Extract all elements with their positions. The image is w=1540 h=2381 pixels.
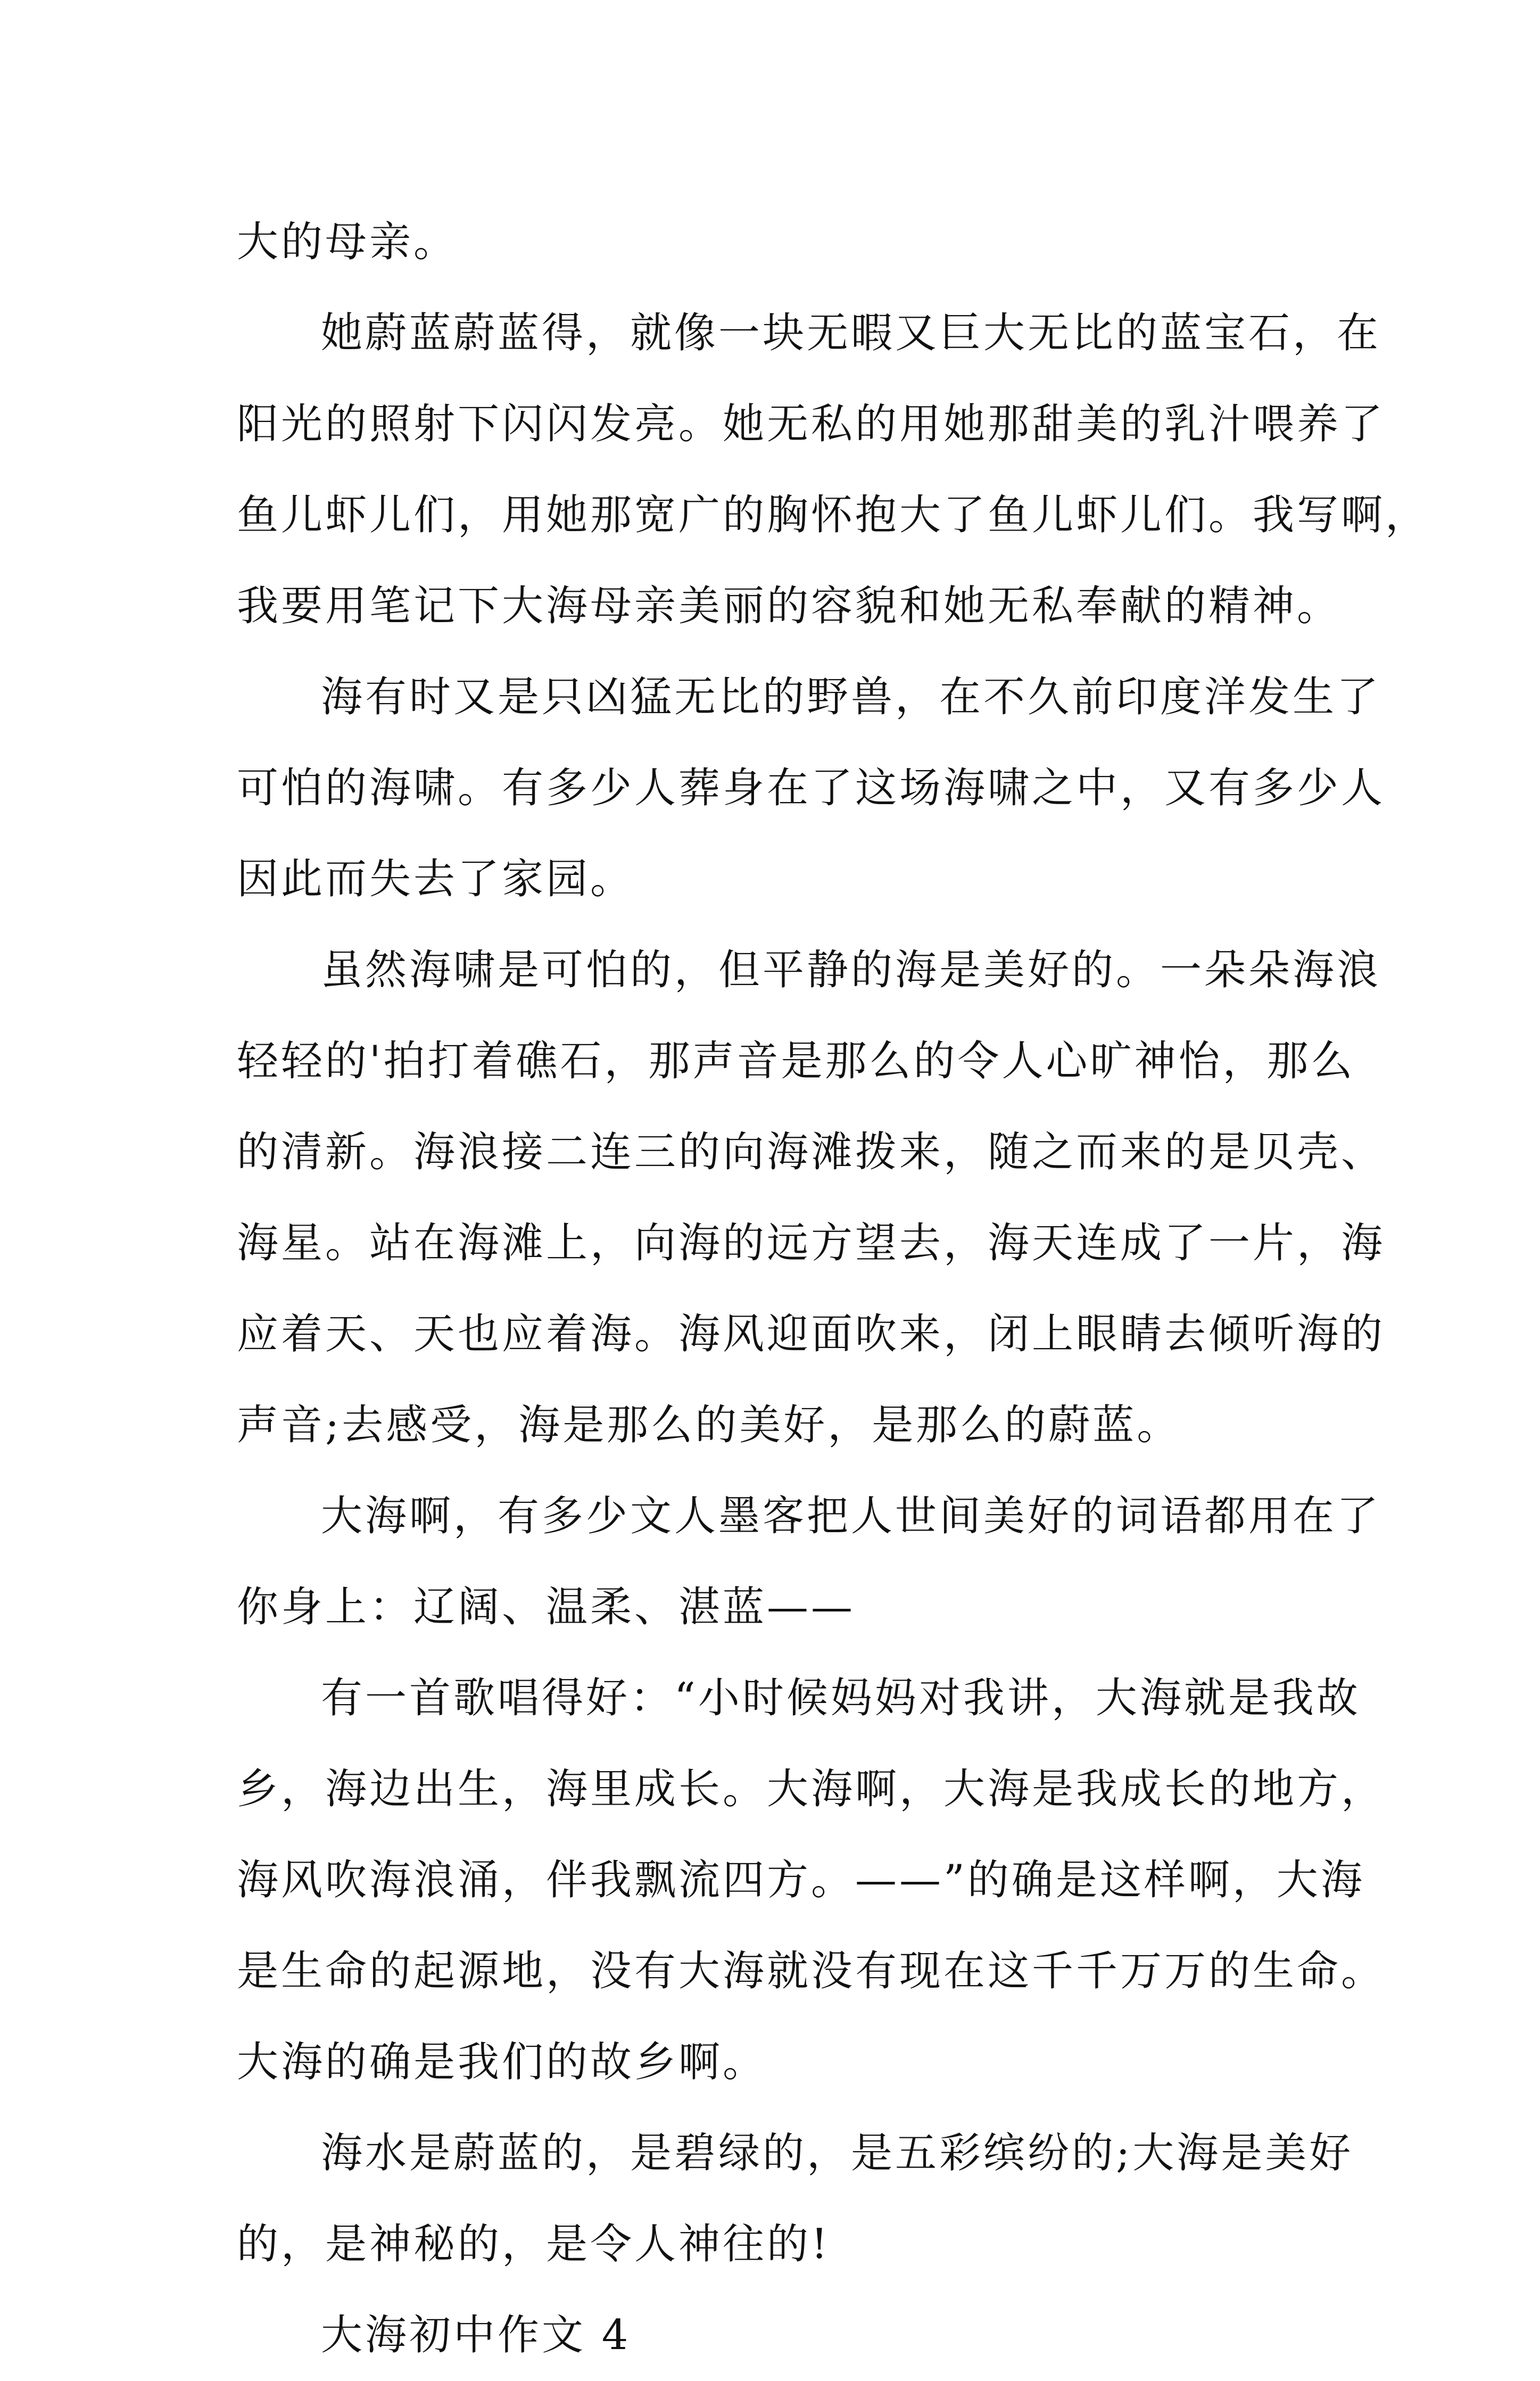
text-line: 海风吹海浪涌，伴我飘流四方。——”的确是这样啊，大海	[237, 1856, 1365, 1904]
text-line: 海星。站在海滩上，向海的远方望去，海天连成了一片，海	[237, 1219, 1386, 1267]
document-body	[237, 197, 1430, 2381]
text-line: 可怕的海啸。有多少人葬身在了这场海啸之中，又有多少人	[237, 764, 1386, 812]
text-line: 的清新。海浪接二连三的向海滩拨来，随之而来的是贝壳、	[237, 1128, 1386, 1176]
paragraph-start-line: 她蔚蓝蔚蓝得，就像一块无暇又巨大无比的蓝宝石，在	[321, 309, 1381, 357]
paragraph-start-line: 有一首歌唱得好：“小时候妈妈对我讲，大海就是我故	[321, 1674, 1361, 1722]
text-line: 阳光的照射下闪闪发亮。她无私的用她那甜美的乳汁喂养了	[237, 400, 1386, 448]
paragraph-start-line: 虽然海啸是可怕的，但平静的海是美好的。一朵朵海浪	[321, 946, 1381, 994]
paragraph-start-line: 海水是蔚蓝的，是碧绿的，是五彩缤纷的;大海是美好	[321, 2129, 1354, 2177]
text-line: 应着天、天也应着海。海风迎面吹来，闭上眼睛去倾听海的	[237, 1310, 1386, 1358]
text-line: 大的母亲。	[237, 218, 458, 266]
text-line: 乡，海边出生，海里成长。大海啊，大海是我成长的地方，	[237, 1765, 1386, 1813]
text-line: 声音;去感受，海是那么的美好，是那么的蔚蓝。	[237, 1401, 1181, 1449]
text-line: 我要用笔记下大海母亲美丽的容貌和她无私奉献的精神。	[237, 582, 1342, 630]
text-line: 的，是神秘的，是令人神往的!	[237, 2220, 831, 2268]
text-line: 鱼儿虾儿们，用她那宽广的胸怀抱大了鱼儿虾儿们。我写啊，	[237, 491, 1430, 539]
text-line: 是生命的起源地，没有大海就没有现在这千千万万的生命。	[237, 1947, 1386, 1995]
paragraph-start-line: 海有时又是只凶猛无比的野兽，在不久前印度洋发生了	[321, 673, 1381, 721]
paragraph-start-line: 大海啊，有多少文人墨客把人世间美好的词语都用在了	[321, 1492, 1381, 1540]
text-line: 因此而失去了家园。	[237, 855, 635, 903]
text-line: 大海的确是我们的故乡啊。	[237, 2038, 767, 2086]
text-line: 你身上：辽阔、温柔、湛蓝——	[237, 1583, 856, 1631]
text-line: 轻轻的'拍打着礁石，那声音是那么的令人心旷神怡，那么	[237, 1037, 1355, 1085]
section-heading: 大海初中作文 4	[321, 2311, 631, 2359]
